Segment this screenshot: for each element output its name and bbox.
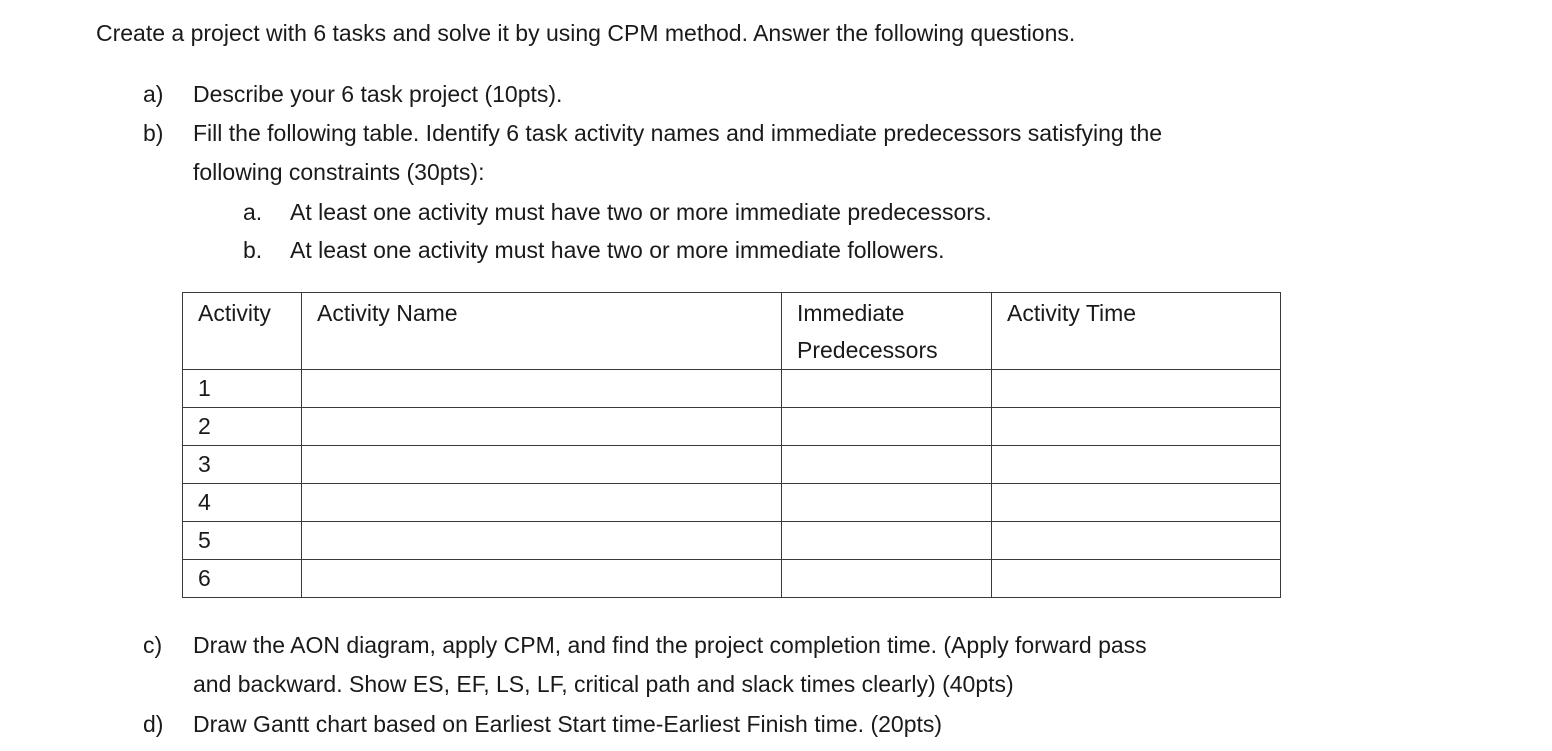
predecessors-cell: [782, 484, 992, 522]
activity-name-cell: [302, 522, 782, 560]
question-c-marker: c): [143, 632, 163, 658]
activity-time-cell: [992, 522, 1281, 560]
intro-text: Create a project with 6 tasks and solve it by using CPM method. Answer the following questions.: [96, 20, 1076, 46]
predecessors-cell: [782, 408, 992, 446]
header-activity-name: Activity Name: [302, 293, 782, 370]
question-c-line2: and backward. Show ES, EF, LS, LF, critical path and slack times clearly) (40pts): [193, 671, 1014, 697]
activity-time-cell: [992, 484, 1281, 522]
header-activity-time: Activity Time: [992, 293, 1281, 370]
table-row: [183, 484, 1281, 522]
activity-number: 2: [183, 408, 302, 446]
question-d-marker: d): [143, 711, 164, 737]
activity-name-cell: [302, 484, 782, 522]
constraint-b-text: At least one activity must have two or more immediate followers.: [290, 237, 945, 263]
activity-time-cell: [992, 446, 1281, 484]
table-row: [183, 408, 1281, 446]
question-b-line2: following constraints (30pts):: [193, 159, 485, 185]
table-row: [183, 522, 1281, 560]
constraint-a-marker: a.: [243, 199, 263, 225]
activity-time-cell: [992, 408, 1281, 446]
question-d-text: Draw Gantt chart based on Earliest Start time-Earliest Finish time. (20pts): [193, 711, 943, 737]
activity-name-cell: [302, 446, 782, 484]
activity-number: 6: [183, 560, 302, 598]
header-pred-line1: Immediate: [797, 300, 905, 326]
header-activity: Activity: [183, 293, 302, 370]
activity-table: [182, 292, 1281, 598]
table-row: [183, 446, 1281, 484]
question-c-line1: Draw the AON diagram, apply CPM, and find the project completion time. (Apply forward pass: [193, 632, 1147, 658]
table-row: [183, 370, 1281, 408]
activity-number: 3: [183, 446, 302, 484]
constraint-a-text: At least one activity must have two or more immediate predecessors.: [290, 199, 992, 225]
predecessors-cell: [782, 446, 992, 484]
activity-number: 5: [183, 522, 302, 560]
activity-name-cell: [302, 370, 782, 408]
activity-name-cell: [302, 408, 782, 446]
question-a-marker: a): [143, 81, 164, 107]
activity-time-cell: [992, 560, 1281, 598]
predecessors-cell: [782, 522, 992, 560]
header-pred-line2: Predecessors: [797, 337, 938, 363]
question-b-marker: b): [143, 120, 164, 146]
activity-name-cell: [302, 560, 782, 598]
predecessors-cell: [782, 370, 992, 408]
table-header-row: [183, 293, 1281, 370]
activity-number: 1: [183, 370, 302, 408]
table-row: [183, 560, 1281, 598]
activity-number: 4: [183, 484, 302, 522]
question-a-text: Describe your 6 task project (10pts).: [193, 81, 563, 107]
header-immediate-predecessors: [782, 293, 992, 370]
question-b-line1: Fill the following table. Identify 6 task activity names and immediate predecessors satisfying the: [193, 120, 1163, 146]
constraint-b-marker: b.: [243, 237, 263, 263]
activity-time-cell: [992, 370, 1281, 408]
predecessors-cell: [782, 560, 992, 598]
